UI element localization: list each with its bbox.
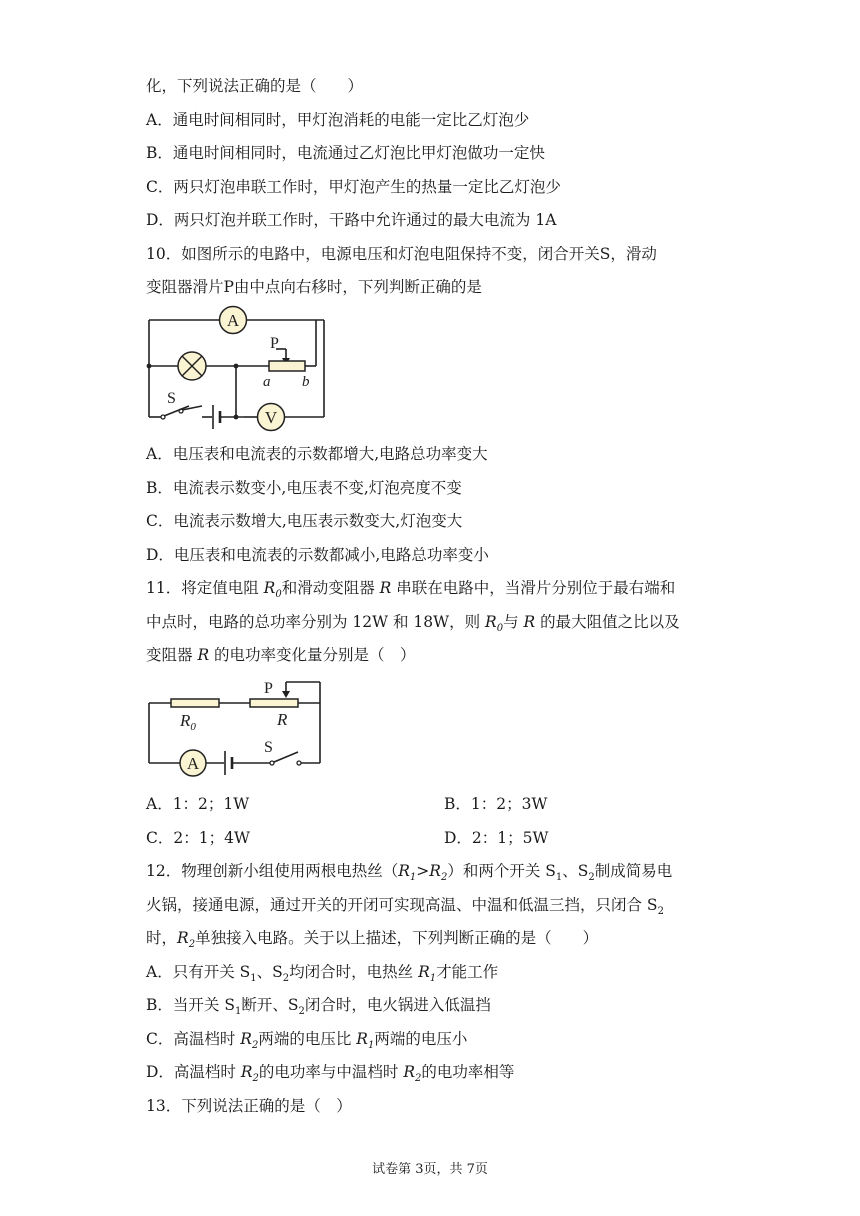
q9-option-c: C．两只灯泡串联工作时，甲灯泡产生的热量一定比乙灯泡少 [146, 178, 561, 196]
q12-option-a: A．只有开关 $S_1$、$S_2$均闭合时，电热丝 $R_1$才能工作 [146, 963, 499, 985]
q11-stem-line3: 变阻器 R 的电功率变化量分别是（ ） [146, 646, 416, 664]
q9-option-d: D．两只灯泡并联工作时，干路中允许通过的最大电流为 1A [146, 211, 557, 229]
q10-circuit-diagram [140, 302, 340, 434]
q11-stem-line2: 中点时，电路的总功率分别为 12W 和 18W，则 $R_0$与 R 的最大阻值之比以及 [146, 613, 680, 635]
q12-stem-line2: 火锅，接通电源，通过开关的开闭可实现高温、中温和低温三挡，只闭合 $S_2$ [146, 896, 664, 918]
fig1-switch-label: S [167, 390, 176, 407]
q11-option-b: B．1：2；3W [444, 795, 548, 813]
fig1-end-b-label: b [302, 374, 310, 390]
q10-stem-line2: 变阻器滑片P由中点向右移时，下列判断正确的是 [146, 278, 482, 296]
fig1-voltmeter-label: V [264, 408, 278, 427]
fig1-slider-label: P [270, 335, 279, 352]
fig2-slider-label: P [264, 680, 273, 697]
q10-option-b: B．电流表示数变小,电压表不变,灯泡亮度不变 [146, 479, 462, 497]
q12-stem-line3: 时，$R_2$单独接入电路。关于以上描述，下列判断正确的是（ ） [146, 929, 599, 951]
q12-option-b: B．当开关 $S_1$断开、$S_2$闭合时，电火锅进入低温挡 [146, 996, 491, 1018]
q9-stem-tail: 化，下列说法正确的是（ ） [146, 77, 364, 95]
q10-stem-line1: 10．如图所示的电路中，电源电压和灯泡电阻保持不变，闭合开关S，滑动 [146, 245, 657, 263]
q11-circuit-diagram [140, 674, 330, 780]
q13-stem: 13．下列说法正确的是（ ） [146, 1097, 352, 1115]
switch-icon [270, 761, 274, 765]
fig1-end-a-label: a [263, 374, 271, 390]
q11-option-d: D．2：1；5W [444, 829, 549, 847]
q12-stem-line1: 12．物理创新小组使用两根电热丝$(R_1>R_2)$和两个开关 $S_1$、$S_2$制成简易电 [146, 862, 673, 884]
q9-option-b: B．通电时间相同时，电流通过乙灯泡比甲灯泡做功一定快 [146, 144, 545, 162]
fig2-ammeter-label: A [186, 754, 200, 773]
q11-option-a: A．1：2；1W [146, 795, 250, 813]
q12-option-d: D．高温档时 $R_2$的电功率与中温档时 $R_2$的电功率相等 [146, 1063, 515, 1085]
q10-option-a: A．电压表和电流表的示数都增大,电路总功率变大 [146, 445, 488, 463]
fig1-ammeter-label: A [226, 311, 240, 330]
fig2-switch-label: S [264, 739, 273, 756]
q11-option-c: C．2：1；4W [146, 829, 250, 847]
fig2-r-label: R [277, 710, 288, 729]
rheostat-r-icon [250, 699, 298, 707]
q10-option-c: C．电流表示数增大,电压表示数变大,灯泡变大 [146, 512, 463, 530]
rheostat-icon [269, 361, 305, 371]
resistor-r0-icon [171, 699, 219, 707]
q9-option-a: A．通电时间相同时，甲灯泡消耗的电能一定比乙灯泡少 [146, 111, 530, 129]
q12-option-c: C．高温档时 $R_2$两端的电压比 $R_1$两端的电压小 [146, 1030, 468, 1052]
q10-option-d: D．电压表和电流表的示数都减小,电路总功率变小 [146, 546, 489, 564]
q11-stem-line1: 11．将定值电阻 $R_0$和滑动变阻器 R 串联在电路中，当滑片分别位于最右端和 [146, 579, 676, 601]
fig2-r0-label: $R_0$ [180, 711, 196, 733]
page-footer: 试卷第 3页，共 7页 [372, 1162, 488, 1177]
